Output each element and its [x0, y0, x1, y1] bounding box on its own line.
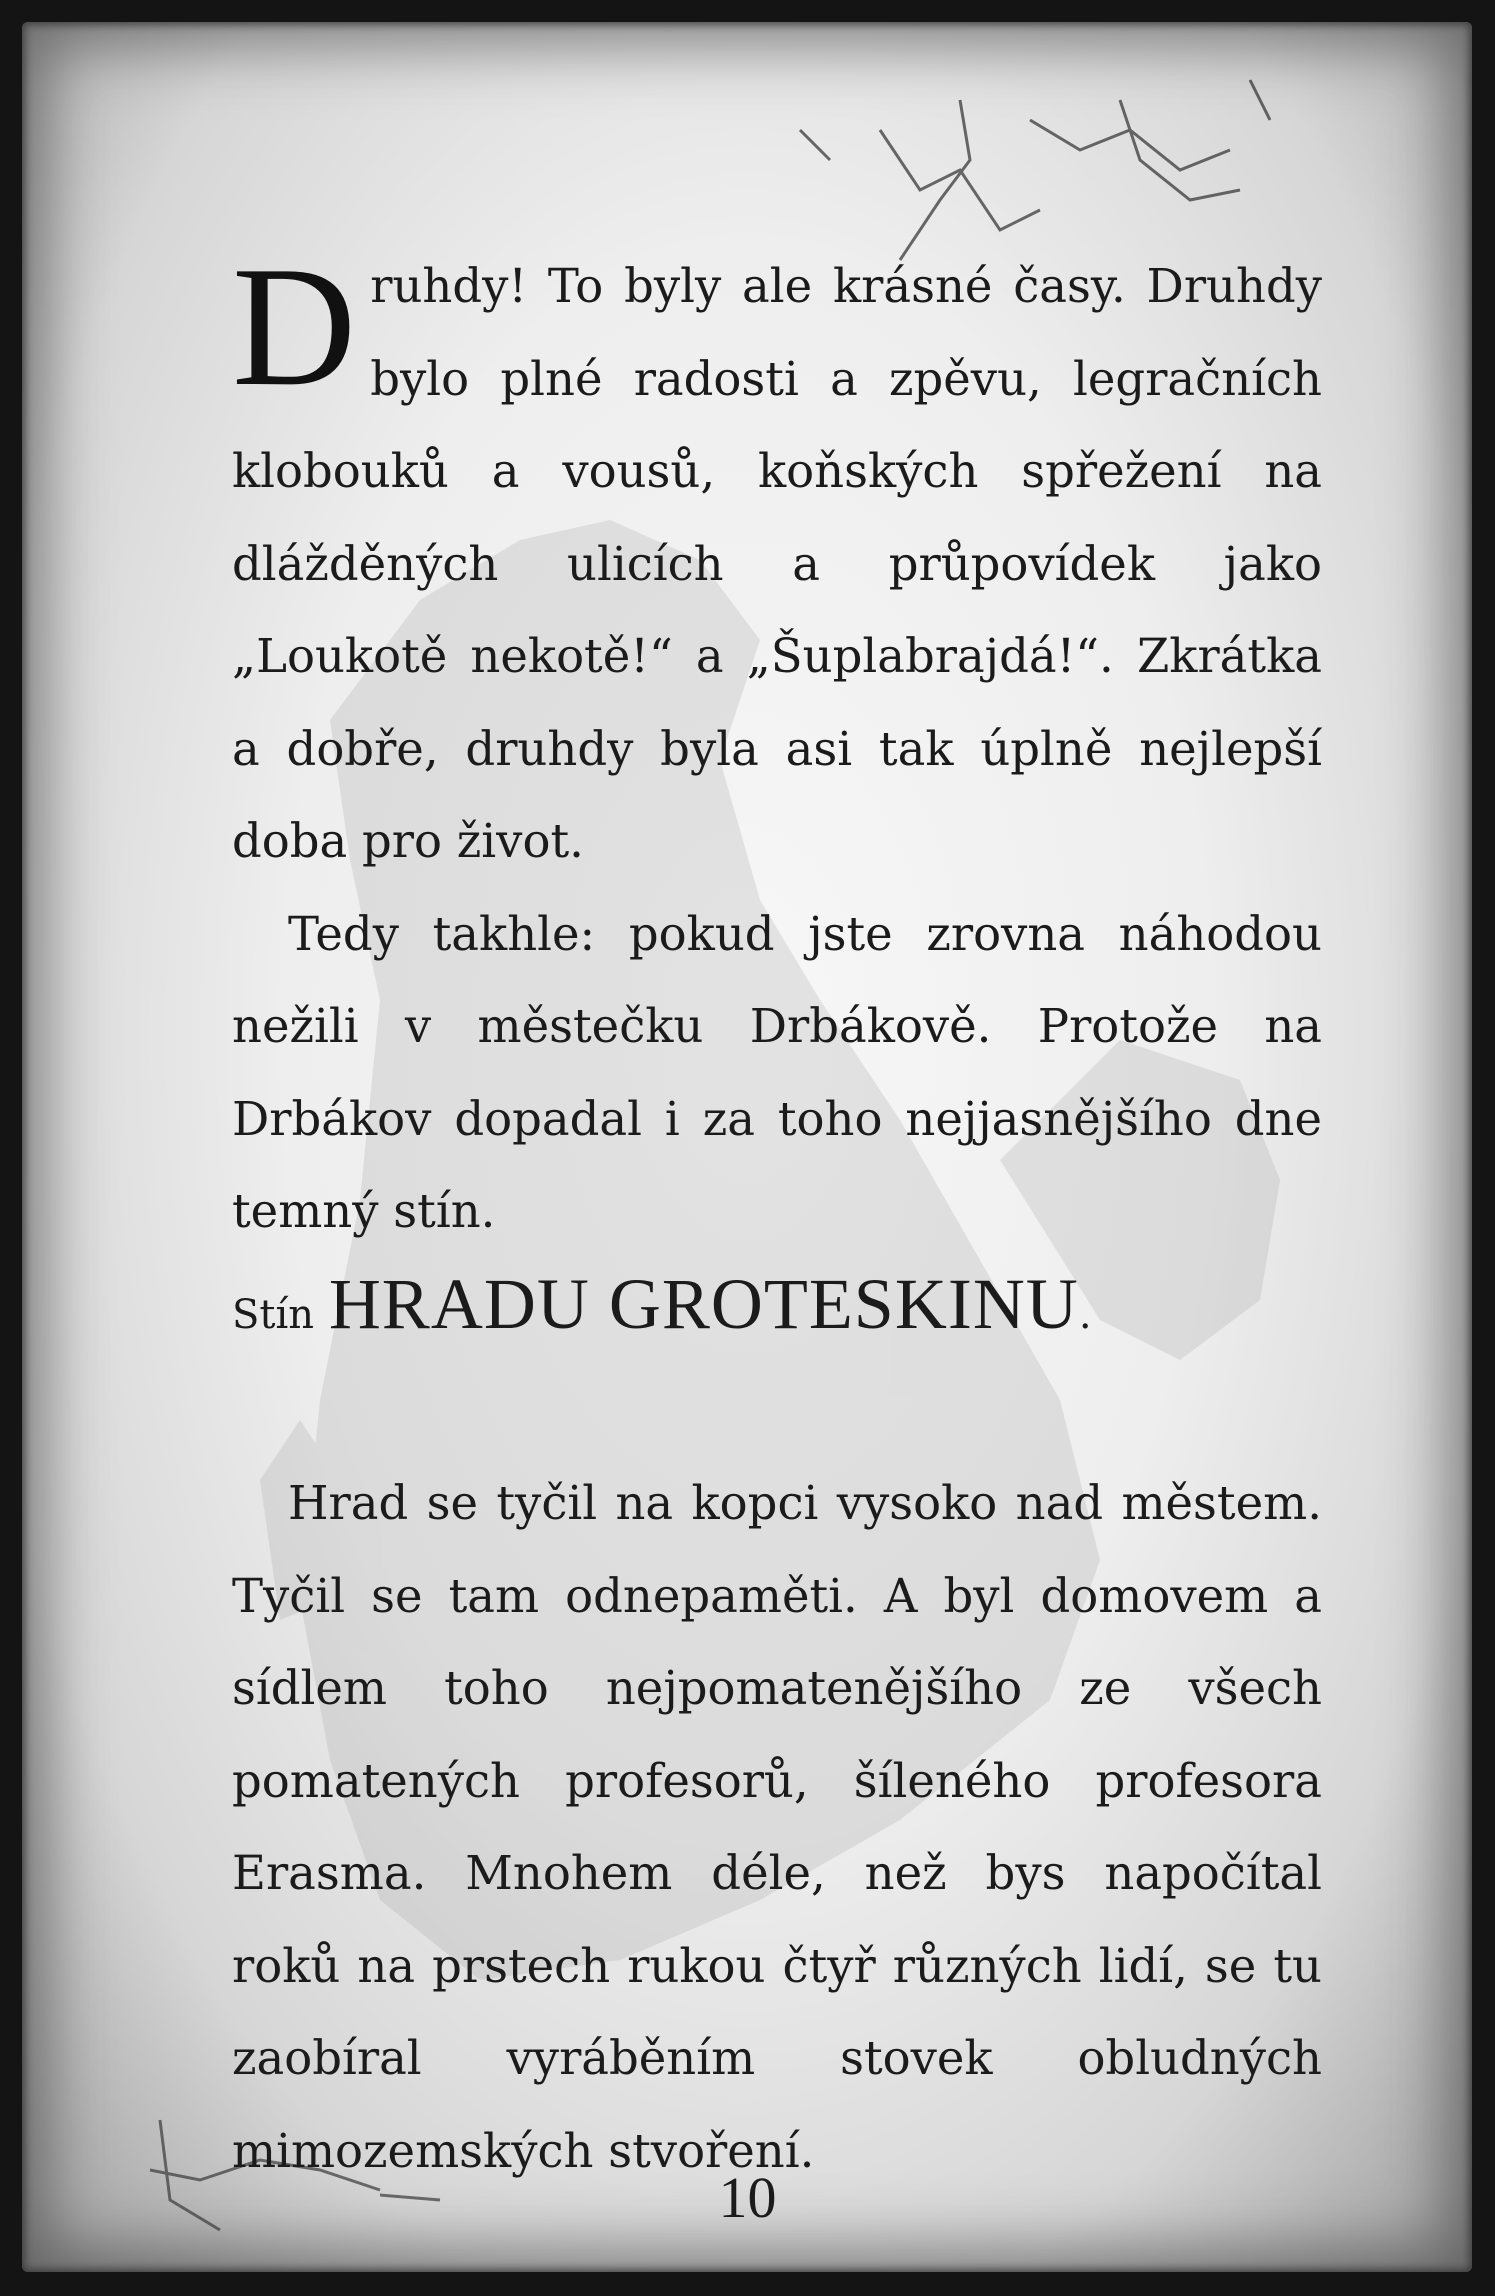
- castle-shadow-line: [232, 1258, 1322, 1362]
- drop-cap: D: [232, 232, 357, 422]
- page-number: 10: [718, 2165, 777, 2230]
- paragraph-1: [232, 232, 1322, 888]
- paragraph-3: Hrad se tyčil na kopci vysoko nad městem. Tyčil se tam odnepaměti. A byl domovem a sídlem toho nejpomatenějšího ze všech pomatených profesorů, šíleného profesora Erasma. Mnohem déle, než bys napočítal roků na prstech rukou čtyř různých lidí, se tu zaobíral vyráběním stovek obludných mimozemských stvoření.: [232, 1476, 1322, 2178]
- stin-period: .: [1078, 1291, 1092, 1338]
- story-text: [232, 232, 1322, 2197]
- section-gap: [232, 1361, 1322, 1457]
- stin-word: Stín: [232, 1291, 315, 1338]
- paragraph-2: Tedy takhle: pokud jste zrovna náhodou nežili v městečku Drbákově. Protože na Drbákov dopadal i za toho nejjasnějšího dne temný stín.: [232, 906, 1322, 1238]
- castle-name: HRADU GROTESKINU: [328, 1263, 1079, 1344]
- paragraph-1-text: ruhdy! To byly ale krásné časy. Druhdy bylo plné radosti a zpěvu, legračních klobouků a vousů, koňských spřežení na dlážděných ulicích a průpovídek jako „Loukotě nekotě!“ a „Šuplabrajdá!“. Zkrátka a dobře, druhdy byla asi tak úplně nejlepší doba pro život.: [232, 259, 1322, 868]
